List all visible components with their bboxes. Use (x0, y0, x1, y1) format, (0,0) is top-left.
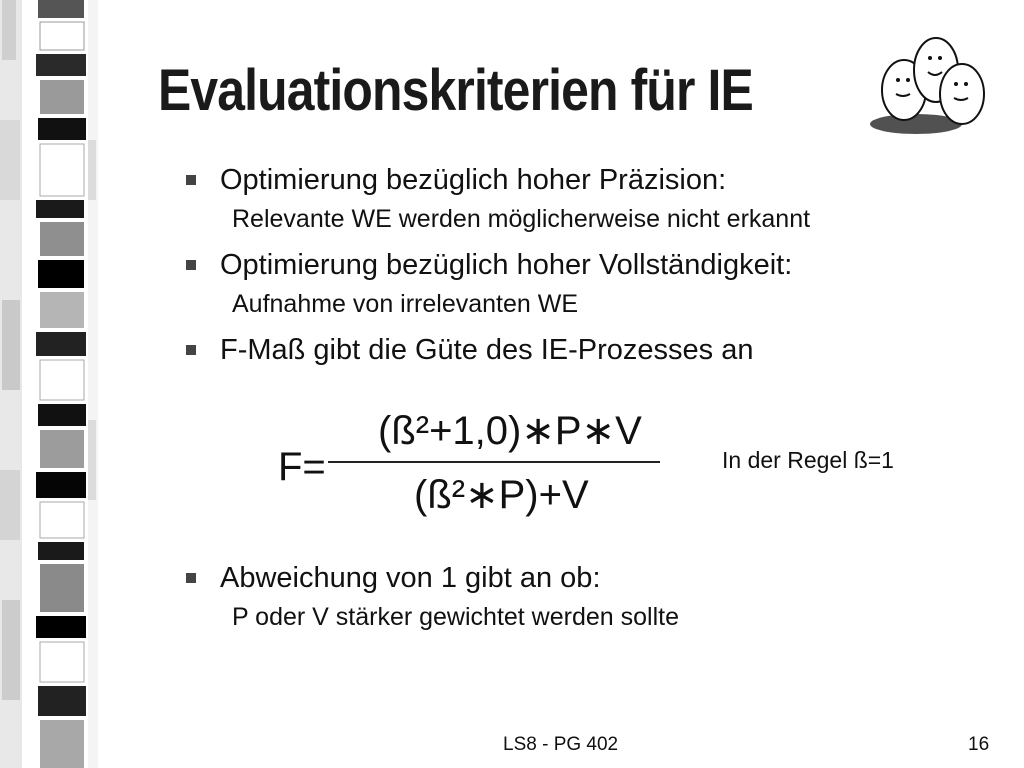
slide-title: Evaluationskriterien für IE (158, 58, 753, 123)
page-number: 16 (968, 734, 990, 755)
cartoon-eggs-illustration (868, 28, 998, 138)
bullet-square-icon (186, 573, 196, 583)
bullet-square-icon (186, 345, 196, 355)
bullet-square-icon (186, 260, 196, 270)
bullet-square-icon (186, 175, 196, 185)
formula-fraction-line (328, 461, 660, 463)
bullet-text: F-Maß gibt die Güte des IE-Prozesses an (220, 334, 754, 366)
sub-bullet-text: Relevante WE werden möglicherweise nicht erkannt (232, 205, 811, 233)
formula-denominator: (ß²∗P)+V (414, 473, 589, 517)
formula-numerator: (ß²+1,0)∗P∗V (378, 409, 642, 453)
bullet-text: Optimierung bezüglich hoher Präzision: (220, 164, 727, 196)
bullet-text: Abweichung von 1 gibt an ob: (220, 562, 601, 594)
sub-bullet-text: Aufnahme von irrelevanten WE (232, 290, 579, 318)
decorative-left-strip (0, 0, 100, 768)
formula-lhs: F= (278, 445, 326, 489)
sub-bullet-text: P oder V stärker gewichtet werden sollte (232, 603, 679, 631)
bullet-text: Optimierung bezüglich hoher Vollständigkeit: (220, 249, 793, 281)
rule-note: In der Regel ß=1 (722, 447, 894, 473)
footer-label: LS8 - PG 402 (503, 734, 619, 755)
